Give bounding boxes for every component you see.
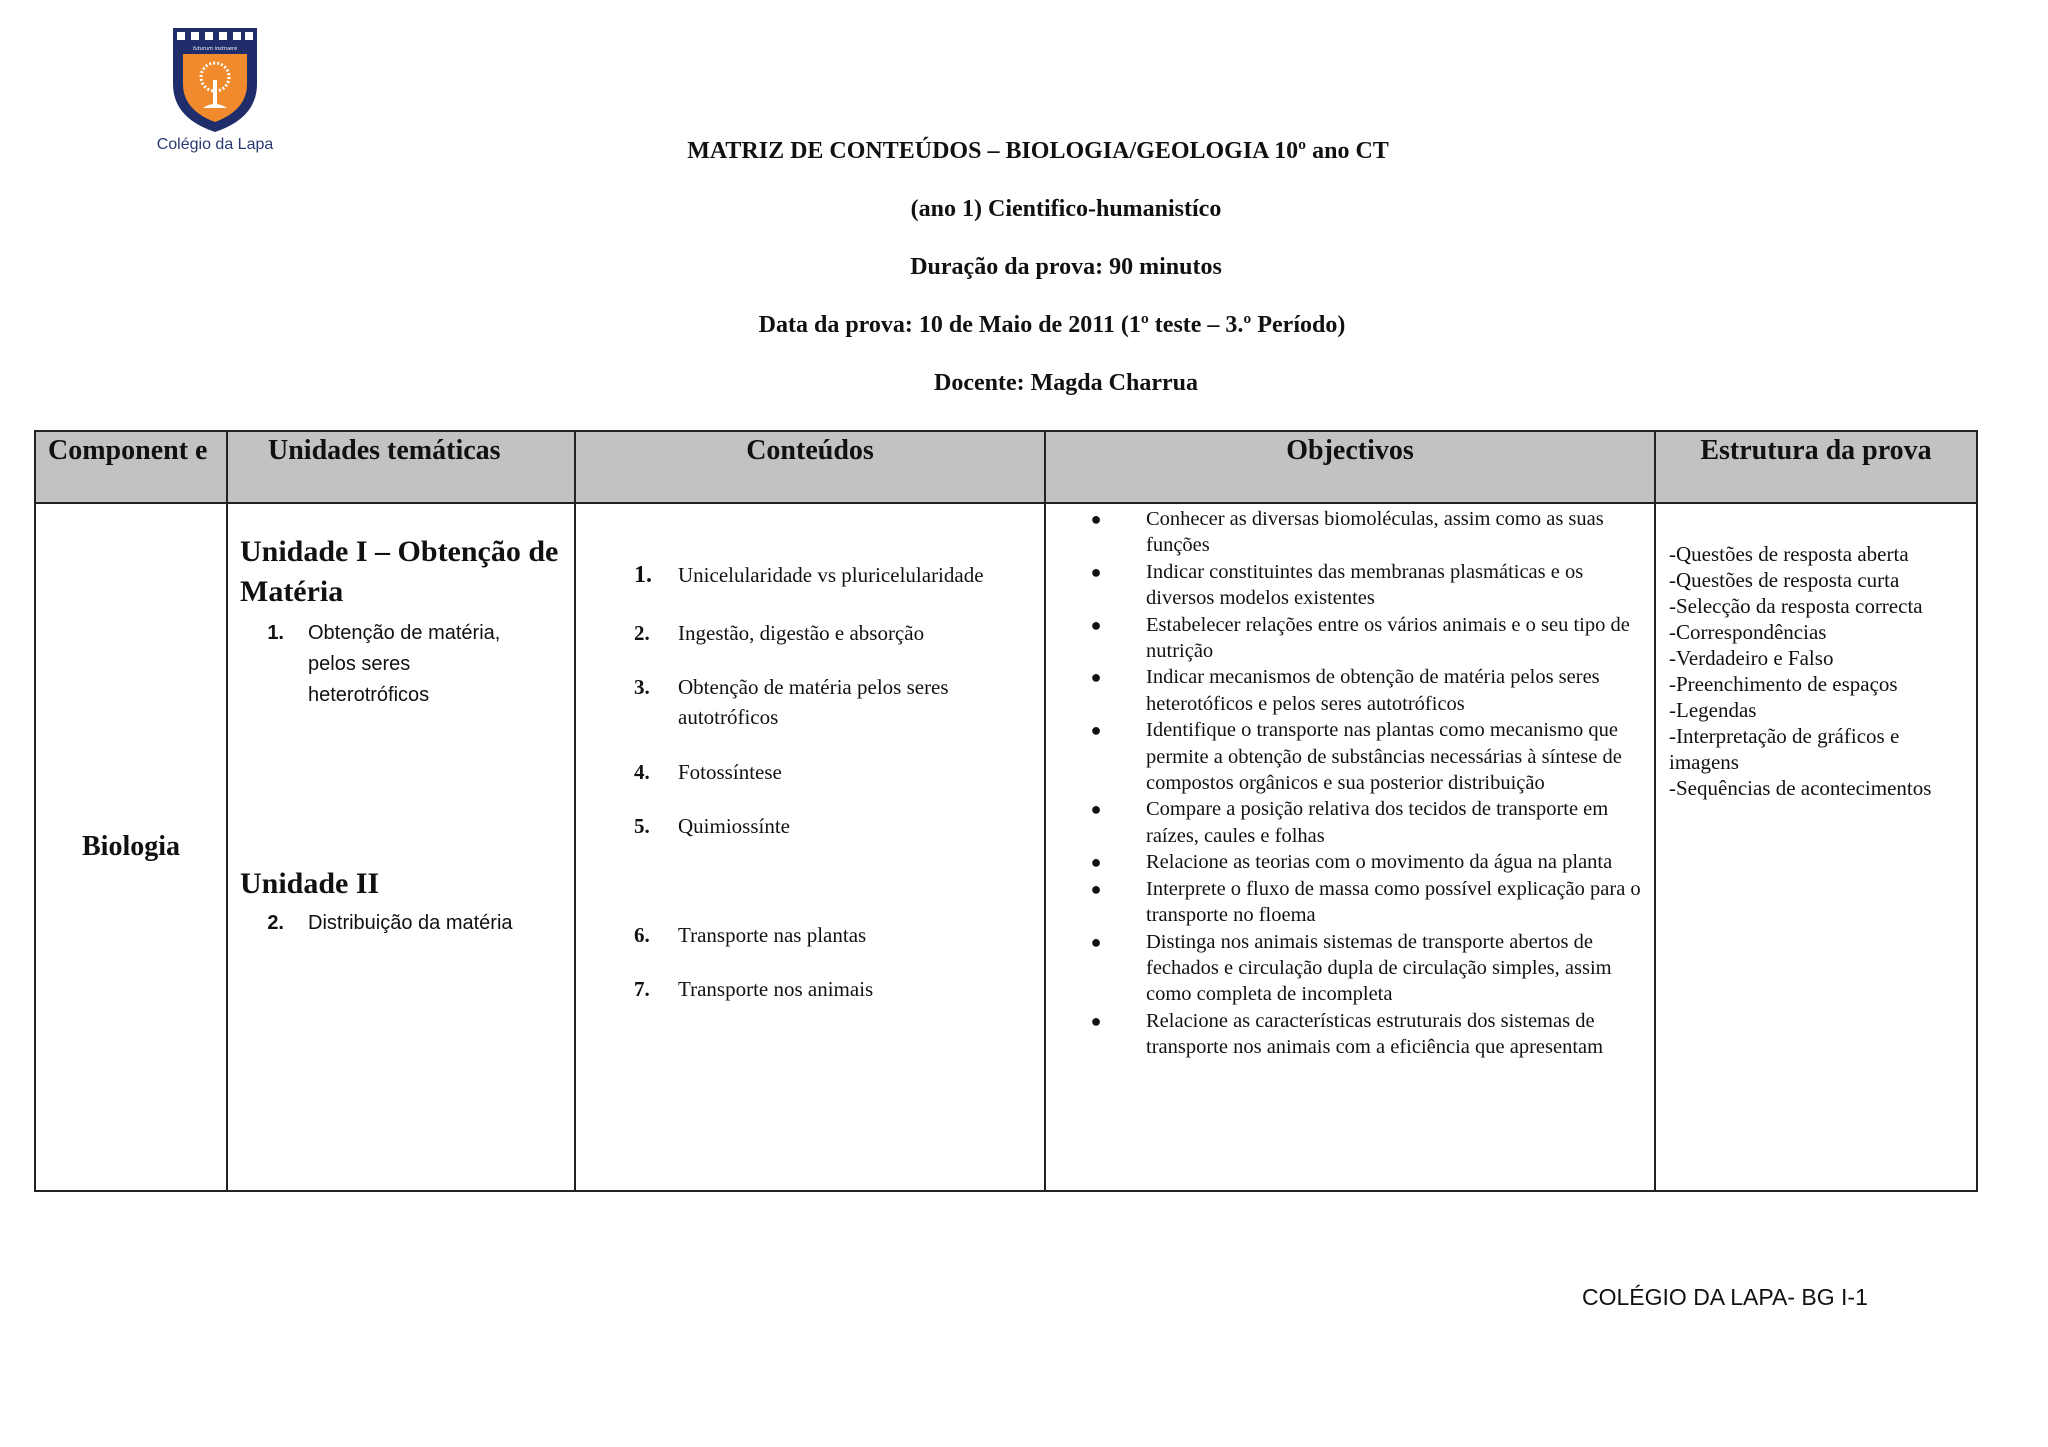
list-item: 4. Fotossíntese xyxy=(634,760,782,784)
table-header-row xyxy=(35,431,1977,503)
bullet-icon: ● xyxy=(1090,852,1102,873)
list-item: ● Compare a posição relativa dos tecidos de transporte em raízes, caules e folhas xyxy=(1046,796,1648,849)
bullet-icon: ● xyxy=(1090,1010,1102,1031)
list-item: -Interpretação de gráficos e imagens xyxy=(1669,724,1900,774)
list-item: ● Relacione as teorias com o movimento da água na planta xyxy=(1046,849,1648,875)
unit-title: Unidade II xyxy=(240,867,380,900)
list-item: 6. Transporte nas plantas xyxy=(634,923,867,947)
list-item: ● Distinga nos animais sistemas de transporte abertos de fechados e circulação dupla de circulação simples, assim como completa de incompleta xyxy=(1046,929,1648,1008)
exam-structure-cell xyxy=(1655,503,1977,1191)
list-item: -Correspondências xyxy=(1669,620,1827,644)
list-item: 3. Obtenção de matéria pelos seres autotróficos xyxy=(634,675,949,729)
list-item: ● Indicar constituintes das membranas plasmáticas e os diversos modelos existentes xyxy=(1046,559,1648,612)
content-matrix-table xyxy=(34,430,1978,1192)
list-item: -Legendas xyxy=(1669,698,1757,722)
exam-date: Data da prova: 10 de Maio de 2011 (1º teste – 3.º Período) xyxy=(758,312,1346,338)
bullet-icon: ● xyxy=(1090,799,1102,820)
header-contents: Conteúdos xyxy=(575,431,1045,503)
document-header xyxy=(0,136,2048,426)
unit-block xyxy=(240,864,562,939)
list-item: ● Interprete o fluxo de massa como possível explicação para o transporte no floema xyxy=(1046,876,1648,929)
header-component: Component e xyxy=(35,431,227,503)
header-units: Unidades temáticas xyxy=(227,431,575,503)
exam-duration: Duração da prova: 90 minutos xyxy=(910,254,1222,280)
objectives-cell xyxy=(1045,503,1655,1191)
unit-block xyxy=(240,532,562,711)
table-row xyxy=(35,503,1977,1191)
component-cell: Biologia xyxy=(35,503,227,1191)
list-item: -Questões de resposta curta xyxy=(1669,568,1900,592)
list-item: -Questões de resposta aberta xyxy=(1669,542,1909,566)
bullet-icon: ● xyxy=(1090,720,1102,741)
svg-text:futurum instruere: futurum instruere xyxy=(192,46,238,52)
teacher-name: Docente: Magda Charrua xyxy=(934,370,1198,396)
list-item: 2. Ingestão, digestão e absorção xyxy=(634,621,925,645)
list-item: -Selecção da resposta correcta xyxy=(1669,594,1923,618)
bullet-icon: ● xyxy=(1090,931,1102,952)
bullet-icon: ● xyxy=(1090,509,1102,529)
bullet-icon: ● xyxy=(1090,667,1102,688)
page-footer: COLÉGIO DA LAPA- BG I-1 xyxy=(1582,1284,1868,1310)
list-item: 7. Transporte nos animais xyxy=(634,977,874,1001)
list-item: -Verdadeiro e Falso xyxy=(1669,646,1834,670)
list-item: ● Estabelecer relações entre os vários animais e o seu tipo de nutrição xyxy=(1046,612,1648,665)
list-item: ● Indicar mecanismos de obtenção de matéria pelos seres heterotóficos e pelos seres autotróficos xyxy=(1046,664,1648,717)
list-item: 1. Unicelularidade vs pluricelularidade xyxy=(634,562,984,588)
list-item: ● Identifique o transporte nas plantas como mecanismo que permite a obtenção de substâncias necessárias à síntese de compostos orgânicos e sua posterior distribuição xyxy=(1046,717,1648,796)
school-name: Colégio da Lapa xyxy=(156,136,274,153)
contents-cell xyxy=(575,503,1045,1191)
list-item: -Sequências de acontecimentos xyxy=(1669,776,1932,800)
bullet-icon: ● xyxy=(1090,561,1102,582)
list-item: 5. Quimiossínte xyxy=(634,814,791,838)
school-crest-icon xyxy=(171,22,259,134)
bullet-icon: ● xyxy=(1090,614,1102,635)
header-exam-structure: Estrutura da prova xyxy=(1655,431,1977,503)
list-item: -Preenchimento de espaços xyxy=(1669,672,1898,696)
bullet-icon: ● xyxy=(1090,878,1102,899)
units-cell xyxy=(227,503,575,1191)
list-item: 2. Distribuição da matéria xyxy=(267,912,513,934)
document-subtitle: (ano 1) Cientifico-humanistíco xyxy=(910,196,1222,222)
list-item: ● Conhecer as diversas biomoléculas, assim como as suas funções xyxy=(1046,506,1648,559)
list-item: ● Relacione as características estruturais dos sistemas de transporte nos animais com a eficiência que apresentam xyxy=(1046,1008,1648,1061)
list-item: 1. Obtenção de matéria, pelos seres heterotróficos xyxy=(267,622,501,706)
document-title: MATRIZ DE CONTEÚDOS – BIOLOGIA/GEOLOGIA 10º ano CT xyxy=(687,138,1389,164)
header-objectives: Objectivos xyxy=(1045,431,1655,503)
unit-title: Unidade I – Obtenção de Matéria xyxy=(240,535,559,608)
